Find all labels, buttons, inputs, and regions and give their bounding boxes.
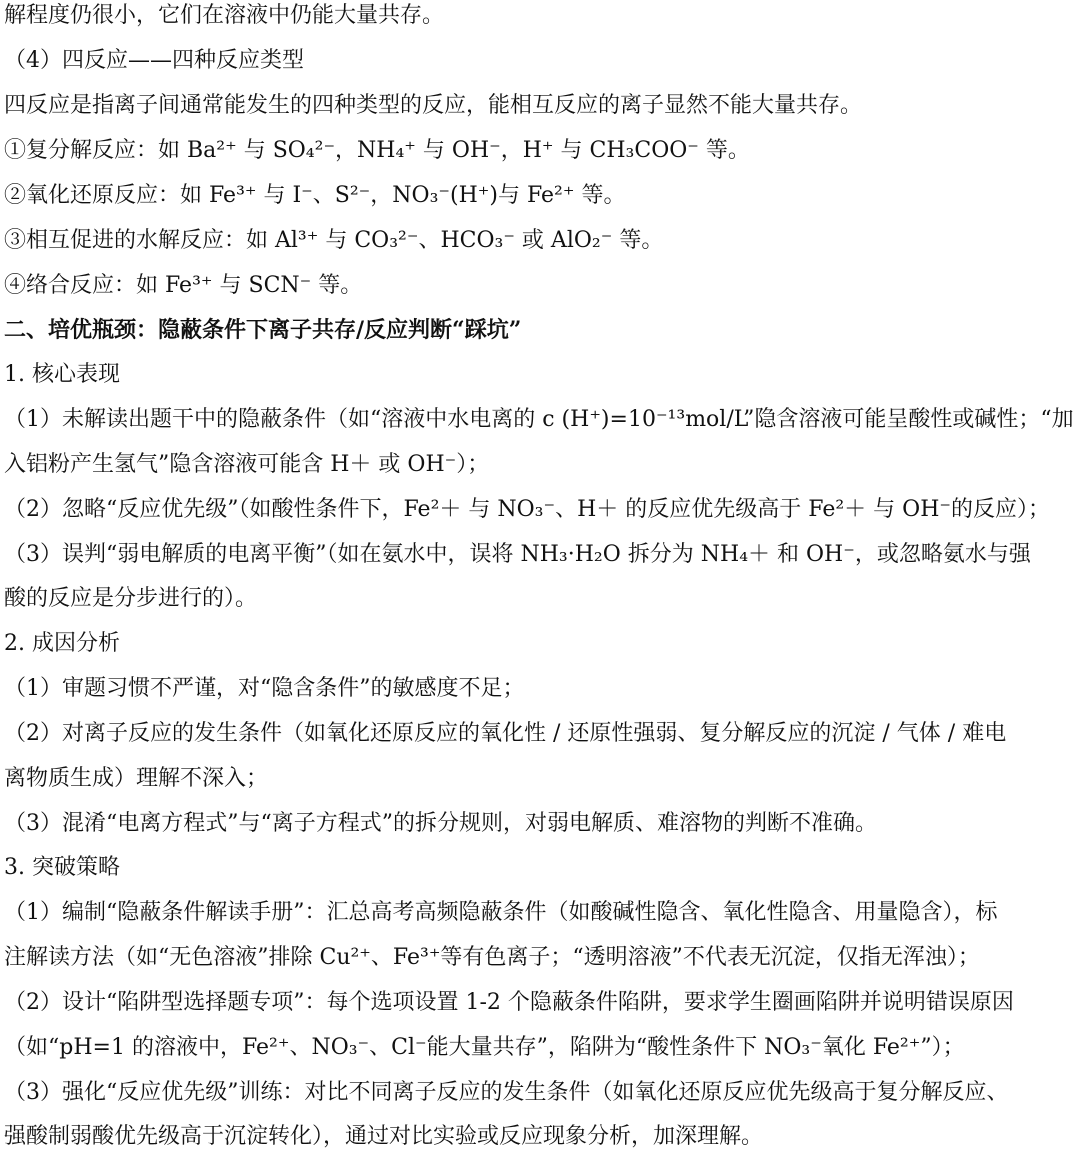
text-line: （1）编制“隐蔽条件解读手册”：汇总高考高频隐蔽条件（如酸碱性隐含、氧化性隐含、用量隐含），标: [4, 900, 998, 925]
text-line: 解程度仍很小，它们在溶液中仍能大量共存。: [4, 3, 445, 28]
text-line: （4）四反应——四种反应类型: [4, 48, 304, 73]
subsection-heading: 3. 突破策略: [4, 855, 120, 880]
text-line: ③相互促进的水解反应：如 Al³⁺ 与 CO₃²⁻、HCO₃⁻ 或 AlO₂⁻ 等。: [4, 228, 664, 253]
text-line: （2）设计“陷阱型选择题专项”：每个选项设置 1-2 个隐蔽条件陷阱，要求学生圈画陷阱并说明错误原因: [4, 990, 1014, 1015]
text-line: （1）未解读出题干中的隐蔽条件（如“溶液中水电离的 c (H⁺)=10⁻¹³mol/L”隐含溶液可能呈酸性或碱性；“加: [4, 407, 1074, 432]
text-line: 四反应是指离子间通常能发生的四种类型的反应，能相互反应的离子显然不能大量共存。: [4, 93, 863, 118]
subsection-heading: 1. 核心表现: [4, 362, 120, 387]
subsection-heading: 2. 成因分析: [4, 631, 120, 656]
text-line: ④络合反应：如 Fe³⁺ 与 SCN⁻ 等。: [4, 273, 363, 298]
section-heading: 二、培优瓶颈：隐蔽条件下离子共存/反应判断“踩坑”: [4, 317, 522, 343]
text-line: （3）误判“弱电解质的电离平衡”（如在氨水中，误将 NH₃·H₂O 拆分为 NH₄＋ 和 OH⁻，或忽略氨水与强: [4, 542, 1031, 567]
text-line: ②氧化还原反应：如 Fe³⁺ 与 I⁻、S²⁻，NO₃⁻(H⁺)与 Fe²⁺ 等。: [4, 183, 626, 208]
text-line: （如“pH=1 的溶液中，Fe²⁺、NO₃⁻、Cl⁻能大量共存”，陷阱为“酸性条件下 NO₃⁻氧化 Fe²⁺”）；: [4, 1035, 965, 1060]
text-line: 强酸制弱酸优先级高于沉淀转化），通过对比实验或反应现象分析，加深理解。: [4, 1124, 764, 1149]
text-line: （3）强化“反应优先级”训练：对比不同离子反应的发生条件（如氧化还原反应优先级高于复分解反应、: [4, 1080, 1009, 1105]
text-line: 入铝粉产生氢气”隐含溶液可能含 H＋ 或 OH⁻）；: [4, 452, 490, 477]
text-line: （1）审题习惯不严谨，对“隐含条件”的敏感度不足；: [4, 676, 525, 701]
text-line: （2）对离子反应的发生条件（如氧化还原反应的氧化性 / 还原性强弱、复分解反应的沉淀 / 气体 / 难电: [4, 721, 1007, 746]
text-line: 酸的反应是分步进行的）。: [4, 586, 258, 611]
text-line: ①复分解反应：如 Ba²⁺ 与 SO₄²⁻，NH₄⁺ 与 OH⁻，H⁺ 与 CH₃COO⁻ 等。: [4, 138, 750, 163]
text-line: 注解读方法（如“无色溶液”排除 Cu²⁺、Fe³⁺等有色离子；“透明溶液”不代表无沉淀，仅指无浑浊）；: [4, 945, 980, 970]
text-line: 离物质生成）理解不深入；: [4, 766, 269, 791]
text-line: （2）忽略“反应优先级”（如酸性条件下，Fe²＋ 与 NO₃⁻、H＋ 的反应优先级高于 Fe²＋ 与 OH⁻的反应）；: [4, 497, 1050, 522]
text-line: （3）混淆“电离方程式”与“离子方程式”的拆分规则，对弱电解质、难溶物的判断不准确。: [4, 811, 877, 836]
